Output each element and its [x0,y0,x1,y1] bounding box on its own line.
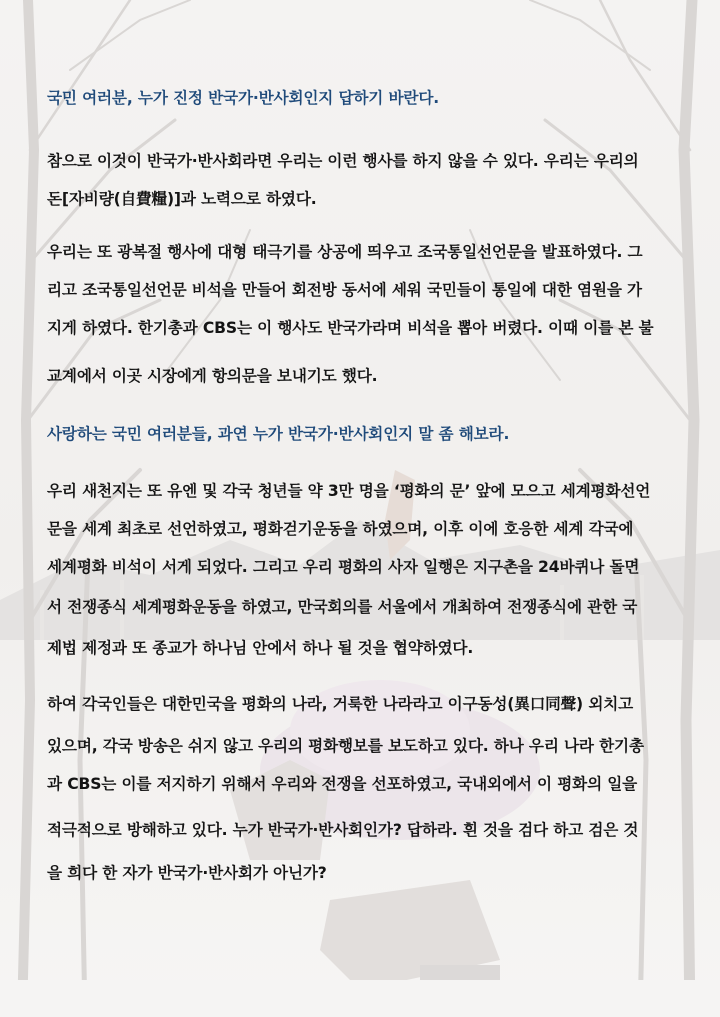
paragraph-4-line-5: 을 희다 한 자가 반국가·반사회가 아닌가? [47,864,327,882]
paragraph-4-line-1: 하여 각국인들은 대한민국을 평화의 나라, 거룩한 나라라고 이구동성(異口同聲) 외치고 [47,695,634,713]
paragraph-4-line-3: 과 CBS는 이를 저지하기 위해서 우리와 전쟁을 선포하였고, 국내외에서 이 평화의 일을 [47,775,638,793]
paragraph-2-line-2: 리고 조국통일선언문 비석을 만들어 회전방 동서에 세워 국민들이 통일에 대한 염원을 가 [47,281,642,299]
paragraph-3-line-1: 우리 새천지는 또 유엔 및 각국 청년들 약 3만 명을 ‘평화의 문’ 앞에 모으고 세계평화선언 [47,482,651,500]
paragraph-4-line-4: 적극적으로 방해하고 있다. 누가 반국가·반사회인가? 답하라. 흰 것을 검다 하고 검은 것 [47,821,639,839]
paragraph-3-line-3: 세계평화 비석이 서게 되었다. 그리고 우리 평화의 사자 일행은 지구촌을 24바퀴나 돌면 [47,558,640,576]
paragraph-2-line-1: 우리는 또 광복절 행사에 대형 태극기를 상공에 띄우고 조국통일선언문을 발표하였다. 그 [47,243,643,261]
paragraph-3-line-2: 문을 세계 최초로 선언하였고, 평화걷기운동을 하였으며, 이후 이에 호응한 세계 각국에 [47,520,634,538]
paragraph-2-line-3: 지게 하였다. 한기총과 CBS는 이 행사도 반국가라며 비석을 뽑아 버렸다. 이때 이를 본 불 [47,319,654,337]
heading-national-question: 국민 여러분, 누가 진정 반국가·반사회인지 답하기 바란다. [47,89,440,107]
paragraph-3-line-5: 제법 제정과 또 종교가 하나님 안에서 하나 될 것을 협약하였다. [47,639,474,657]
paragraph-3-line-4: 서 전쟁종식 세계평화운동을 하였고, 만국회의를 서울에서 개최하여 전쟁종식에 관한 국 [47,598,638,616]
heading-beloved-citizens: 사랑하는 국민 여러분들, 과연 누가 반국가·반사회인지 말 좀 해보라. [47,425,510,443]
paragraph-1-line-1: 참으로 이것이 반국가·반사회라면 우리는 이런 행사를 하지 않을 수 있다. 우리는 우리의 [47,152,639,170]
paragraph-2-line-4: 교계에서 이곳 시장에게 항의문을 보내기도 했다. [47,367,378,385]
paragraph-4-line-2: 있으며, 각국 방송은 쉬지 않고 우리의 평화행보를 보도하고 있다. 하나 우리 나라 한기총 [47,737,644,755]
paragraph-1-line-2: 돈[자비량(自費糧)]과 노력으로 하였다. [47,190,317,208]
